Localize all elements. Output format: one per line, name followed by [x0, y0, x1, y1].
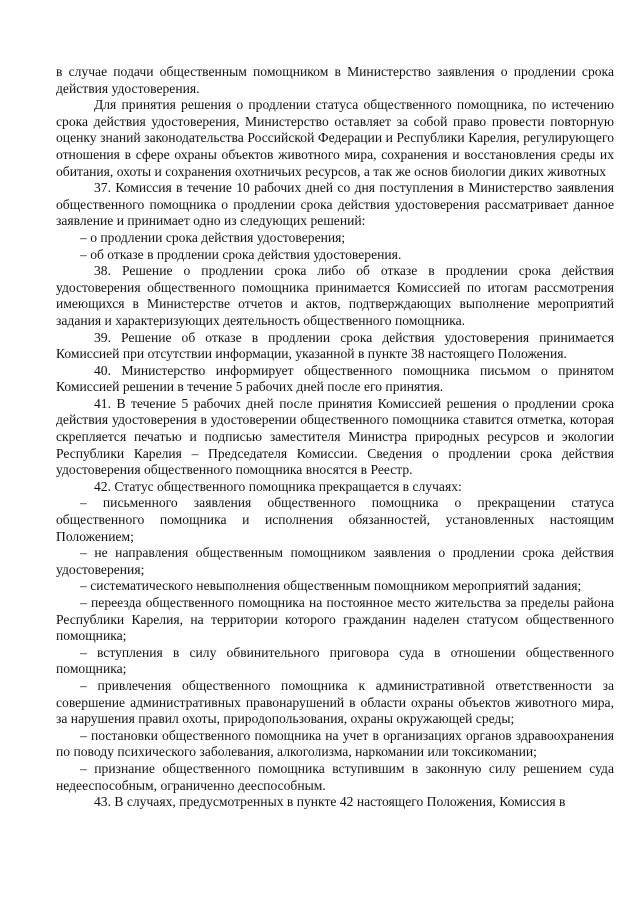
list-item: – об отказе в продлении срока действия удостоверения. — [80, 246, 402, 262]
paragraph-41: 41. В течение 5 рабочих дней после принятия Комиссией решения о продлении срока действия удостоверения в удостоверении общественного помощника ставится отметка, которая скрепляется печатью и подписью заместителя Министра природных ресурсов и экологии Республики Карелия – Председателя Комиссии. Сведения о продлении срока действия удостоверения общественного помощника вносятся в Реестр. — [56, 395, 614, 478]
paragraph-38: 38. Решение о продлении срока либо об отказе в продлении срока действия удостоверения общественного помощника принимается Комиссией по итогам рассмотрения имеющихся в Министерстве отчетов и актов, подтверждающих выполнение мероприятий задания и характеризующих деятельность общественного помощника. — [56, 263, 614, 328]
list-item: – признание общественного помощника вступившим в законную силу решением суда недееспособным, ограниченно дееспособным. — [56, 760, 614, 793]
list-item: – не направления общественным помощником заявления о продлении срока действия удостоверения; — [56, 545, 614, 577]
paragraph-status-renewal: Для принятия решения о продлении статуса общественного помощника, по истечению срока действия удостоверения, Министерство оставляет за собой право провести повторную оценку знаний законодательства Российской Федерации и Республики Карелия, регулирующего отношения в сфере охраны объектов животного мира, сохранения и восстановления среды их обитания, охоты и сохранения охотничьих ресурсов, а так же основ биологии диких животных — [56, 97, 614, 179]
paragraph-42: 42. Статус общественного помощника прекращается в случаях: — [94, 478, 462, 494]
paragraph-43: 43. В случаях, предусмотренных в пункте 42 настоящего Положения, Комиссия в — [94, 794, 566, 810]
list-item: – привлечения общественного помощника к административной ответственности за совершение административных правонарушений в области охраны объектов животного мира, за нарушения правил охоты, природопользования, охраны окружающей среды; — [56, 677, 614, 727]
paragraph-37: 37. Комиссия в течение 10 рабочих дней со дня поступления в Министерство заявления общественного помощника о продлении срока действия удостоверения рассматривает данное заявление и принимает одно из следующих решений: — [56, 180, 614, 229]
list-item: – переезда общественного помощника на постоянное место жительства за пределы района Республики Карелия, на территории которого гражданин наделен статусом общественного помощника; — [56, 595, 614, 644]
list-item: – вступления в силу обвинительного приговора суда в отношении общественного помощника; — [56, 644, 614, 677]
list-item: – систематического невыполнения общественным помощником мероприятий задания; — [80, 578, 582, 594]
list-item: – постановки общественного помощника на учет в организациях органов здравоохранения по поводу психического заболевания, алкоголизма, наркомании или токсикомании; — [56, 727, 614, 760]
paragraph-continuation: в случае подачи общественным помощником в Министерство заявления о продлении срока действия удостоверения. — [56, 64, 614, 96]
paragraph-40: 40. Министерство информирует общественного помощника письмом о принятом Комиссией решении в течение 5 рабочих дней после его принятия. — [56, 362, 614, 395]
list-item: – о продлении срока действия удостоверения; — [80, 229, 346, 245]
document-page — [56, 64, 614, 811]
paragraph-39: 39. Решение об отказе в продлении срока действия удостоверения принимается Комиссией при отсутствии информации, указанной в пункте 38 настоящего Положения. — [56, 329, 614, 362]
list-item: – письменного заявления общественного помощника о прекращении статуса общественного помощника и исполнения обязанностей, установленных настоящим Положением; — [56, 495, 614, 544]
